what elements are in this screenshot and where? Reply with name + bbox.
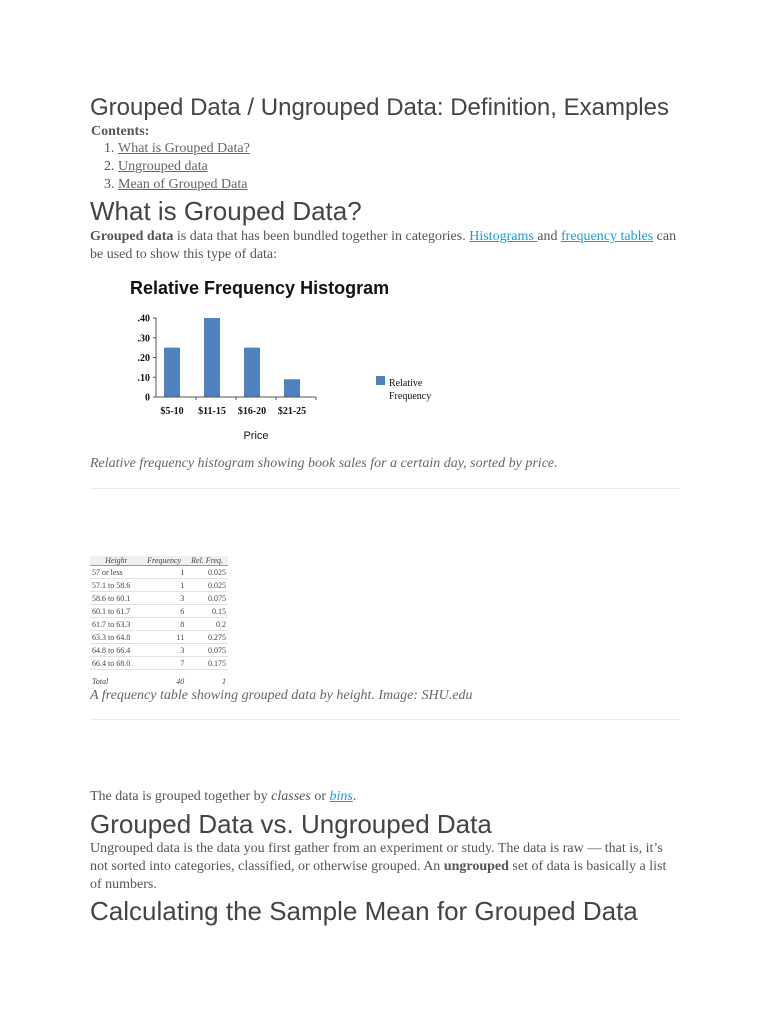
ungrouped-paragraph: [90, 840, 680, 894]
x-tick-label: $21-25: [277, 406, 307, 417]
bins-sentence: [90, 788, 680, 806]
bins-text: The data is grouped together by: [90, 789, 272, 804]
y-tick-label: 0: [145, 392, 150, 404]
intro-text: is data that has been bundled together in categories.: [173, 229, 470, 244]
contents-label: Contents:: [91, 124, 150, 139]
legend: [376, 376, 431, 402]
legend-label-line1: Relative: [389, 378, 423, 389]
cell-frequency: 7: [142, 657, 186, 670]
y-tick-label: .40: [137, 313, 150, 325]
table-row: [90, 579, 228, 592]
header-rel-freq: Rel. Freq.: [186, 556, 228, 566]
section-heading-sample-mean: Calculating the Sample Mean for Grouped Data: [90, 896, 638, 926]
table-caption: A frequency table showing grouped data by height. Image: SHU.edu: [90, 688, 473, 703]
divider: [90, 719, 680, 720]
table-row: [90, 592, 228, 605]
cell-height: 61.7 to 63.3: [90, 618, 142, 631]
cell-rel-freq: 0.075: [186, 592, 228, 605]
table-row: [90, 566, 228, 579]
cell-height: 58.6 to 60.1: [90, 592, 142, 605]
section-heading-grouped-vs-ungrouped: Grouped Data vs. Ungrouped Data: [90, 809, 492, 839]
y-tick-label: .30: [137, 333, 150, 345]
cell-rel-freq: 0.175: [186, 657, 228, 670]
bold-term-ungrouped: ungrouped: [443, 859, 509, 874]
table-of-contents: [92, 140, 250, 194]
frequency-table: [90, 556, 228, 687]
frequency-tables-link[interactable]: frequency tables: [561, 229, 654, 244]
toc-item: [118, 158, 250, 176]
x-tick-label: $11-15: [198, 406, 226, 417]
cell-frequency: 6: [142, 605, 186, 618]
table-row: [90, 618, 228, 631]
cell-total-rel-freq: 1: [222, 676, 226, 686]
histogram-caption: Relative frequency histogram showing book sales for a certain day, sorted by price.: [90, 456, 558, 471]
cell-height: 60.1 to 61.7: [90, 605, 142, 618]
y-tick-label: .10: [137, 372, 150, 384]
table-row: [90, 657, 228, 670]
bins-text-end: .: [352, 789, 357, 804]
legend-swatch: [376, 376, 385, 385]
legend-label-line2: Frequency: [389, 391, 432, 402]
classes-term: classes: [271, 789, 311, 804]
cell-rel-freq: 0.275: [186, 631, 228, 644]
cell-height: 63.3 to 64.8: [90, 631, 142, 644]
intro-text-and: and: [537, 229, 562, 244]
x-axis-label: Price: [243, 430, 269, 442]
cell-height: 57.1 to 58.6: [90, 579, 142, 592]
bins-link[interactable]: bins: [329, 789, 353, 804]
cell-height: 64.8 to 66.4: [90, 644, 142, 657]
toc-item: [118, 176, 250, 194]
cell-rel-freq: 0.025: [186, 579, 228, 592]
bar: [284, 379, 300, 397]
chart-title: Relative Frequency Histogram: [130, 278, 390, 298]
cell-total-label: Total: [92, 676, 109, 686]
bar: [244, 348, 260, 397]
intro-text-end: can be used to show this type of data:: [90, 229, 677, 262]
cell-frequency: 1: [142, 579, 186, 592]
toc-link-ungrouped-data[interactable]: Ungrouped data: [118, 159, 208, 174]
cell-rel-freq: 0.2: [186, 618, 228, 631]
relative-frequency-histogram: [120, 272, 460, 448]
toc-link-mean-of-grouped-data[interactable]: Mean of Grouped Data: [118, 177, 248, 192]
table-total-row: [90, 670, 228, 688]
header-frequency: Frequency: [142, 556, 186, 566]
cell-frequency: 3: [142, 592, 186, 605]
page-title: Grouped Data / Ungrouped Data: Definition, Examples: [90, 94, 669, 121]
cell-frequency: 3: [142, 644, 186, 657]
cell-rel-freq: 0.15: [186, 605, 228, 618]
table-body: [90, 566, 228, 688]
table-row: [90, 644, 228, 657]
ungrouped-text: Ungrouped data is the data you first gather from an experiment or study. The data is raw — that is, it’s not sorted into categories, classified, or otherwise grouped. An: [90, 841, 663, 874]
x-axis: [156, 397, 316, 417]
x-tick-label: $5-10: [160, 406, 184, 417]
cell-height: 57 or less: [90, 566, 142, 579]
table-header-row: [90, 556, 228, 566]
cell-rel-freq: 0.025: [186, 566, 228, 579]
x-tick-label: $16-20: [237, 406, 267, 417]
cell-rel-freq: 0.075: [186, 644, 228, 657]
y-axis: [138, 314, 157, 404]
toc-link-what-is-grouped-data[interactable]: What is Grouped Data?: [118, 141, 250, 156]
cell-total-frequency: 40: [176, 676, 185, 686]
bar: [164, 348, 180, 397]
cell-frequency: 11: [142, 631, 186, 644]
table-row: [90, 631, 228, 644]
cell-height: 66.4 to 68.0: [90, 657, 142, 670]
bold-term-grouped-data: Grouped data: [90, 229, 174, 244]
section-heading-what-is-grouped-data: What is Grouped Data?: [90, 196, 362, 226]
bar: [204, 318, 220, 397]
histograms-link[interactable]: Histograms: [469, 229, 538, 244]
cell-frequency: 8: [142, 618, 186, 631]
cell-frequency: 1: [142, 566, 186, 579]
y-tick-label: .20: [137, 353, 150, 364]
bars: [164, 318, 300, 397]
intro-paragraph: [90, 228, 680, 264]
divider: [90, 488, 680, 489]
table-row: [90, 605, 228, 618]
bins-text-or: or: [310, 789, 330, 804]
ungrouped-text-end: set of data is basically a list of numbers.: [90, 859, 667, 892]
header-height: Height: [90, 556, 142, 566]
toc-item: [118, 140, 250, 158]
